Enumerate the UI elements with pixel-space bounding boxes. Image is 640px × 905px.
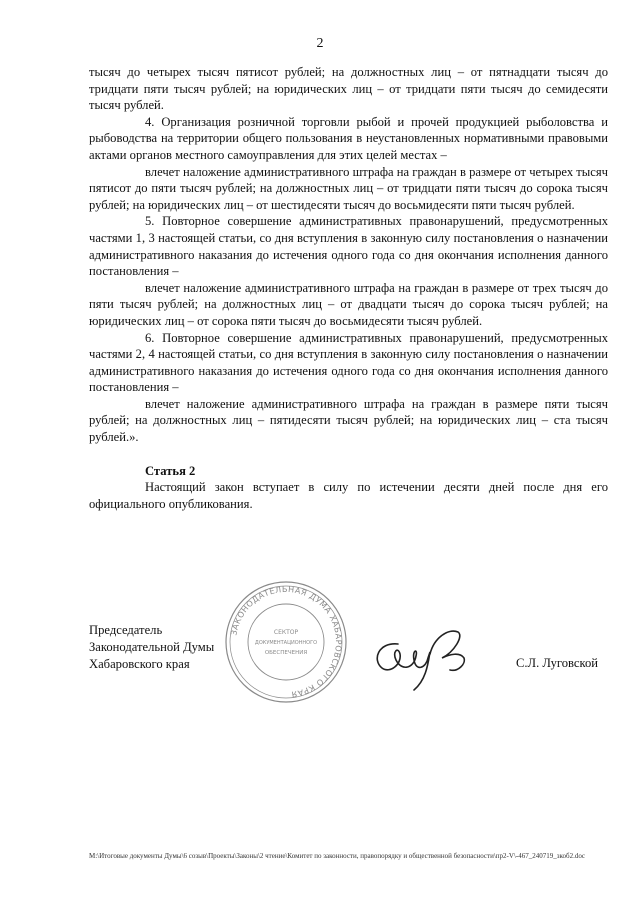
paragraph: тысяч до четырех тысяч пятисот рублей; на должностных лиц – от пятнадцати тысяч до тридцати пяти тысяч рублей; на юридических лиц – от тридцати пяти тысяч до семидесяти тысяч рублей.	[89, 65, 608, 113]
handwritten-signature	[368, 624, 478, 696]
svg-text:ДОКУМЕНТАЦИОННОГО: ДОКУМЕНТАЦИОННОГО	[254, 640, 318, 646]
signatory-line: Председатель	[89, 623, 163, 637]
svg-text:СЕКТОР: СЕКТОР	[273, 629, 299, 636]
article-2-title: Статья 2	[145, 463, 196, 478]
document-body	[89, 64, 608, 512]
signatory-title	[89, 622, 214, 673]
signatory-name: С.Л. Луговской	[516, 656, 599, 670]
file-path-footer: M:\Итоговые документы Думы\6 созыв\Проекты\Законы\2 чтение\Комитет по законности, правопорядку и общественной безопасности\пр2-V\-467_240719_зкоб2.doc	[89, 852, 585, 860]
official-stamp	[222, 578, 350, 706]
svg-text:ЗАКОНОДАТЕЛЬНАЯ ДУМА ХАБАРОВСК: ЗАКОНОДАТЕЛЬНАЯ ДУМА ХАБАРОВСКОГО КРАЯ	[229, 584, 344, 699]
paragraph: 6. Повторное совершение административных правонарушений, предусмотренных частями 2, 4 настоящей статьи, со дня вступления в законную силу постановления о назначении административного наказания до истечения одного года со дня окончания исполнения данного постановления –	[89, 330, 608, 395]
paragraph: влечет наложение административного штрафа на граждан в размере пяти тысяч рублей; на должностных лиц – пятидесяти тысяч рублей; на юридических лиц – ста тысяч рублей.».	[89, 396, 608, 445]
paragraph: влечет наложение административного штрафа на граждан в размере от четырех тысяч пятисот до пяти тысяч рублей; на должностных лиц – от тридцати пяти тысяч до сорока тысяч рублей; на юридических лиц – от шестидесяти тысяч до восьмидесяти пяти тысяч рублей.	[89, 164, 608, 212]
svg-text:ОБЕСПЕЧЕНИЯ: ОБЕСПЕЧЕНИЯ	[264, 650, 308, 656]
signatory-line: Законодательной Думы	[89, 640, 215, 654]
article-2-text: Настоящий закон вступает в силу по истечении десяти дней после дня его официального опубликования.	[89, 480, 608, 511]
paragraph: влечет наложение административного штрафа на граждан в размере от трех тысяч до пяти тысяч рублей; на должностных лиц – от двадцати тысяч до сорока тысяч рублей; на юридических лиц – от сорока пяти тысяч до восьмидесяти тысяч рублей.	[89, 280, 608, 328]
paragraph: 4. Организация розничной торговли рыбой и прочей продукцией рыболовства и рыбоводства на территории общего пользования в неустановленных нормативными правовыми актами органов местного самоуправления для этих целей местах –	[89, 114, 608, 162]
page-number: 2	[316, 36, 324, 51]
paragraph: 5. Повторное совершение административных правонарушений, предусмотренных частями 1, 3 настоящей статьи, со дня вступления в законную силу постановления о назначении административного наказания до истечения одного года со дня окончания исполнения данного постановления –	[89, 214, 608, 279]
signatory-line: Хабаровского края	[89, 657, 190, 671]
